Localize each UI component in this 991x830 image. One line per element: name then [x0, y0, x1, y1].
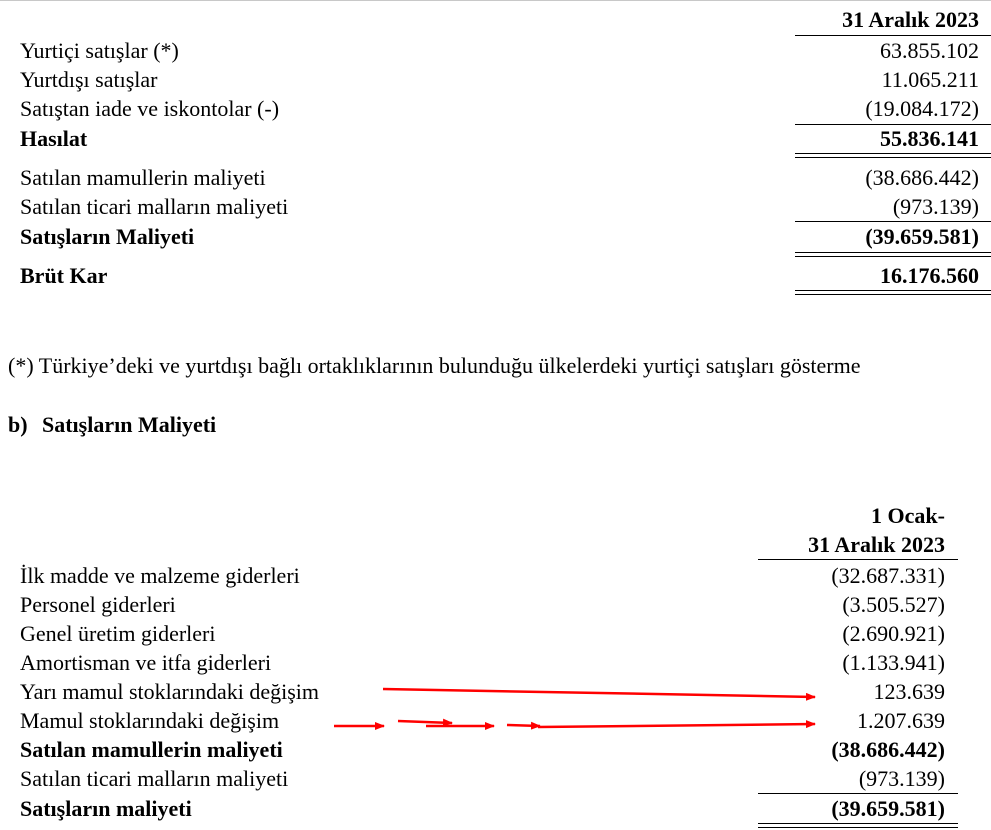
cost-table-header-line1 — [0, 501, 991, 530]
row-value: 11.065.211 — [881, 67, 979, 92]
row-value: (973.139) — [858, 766, 945, 791]
row-label: Hasılat — [20, 126, 88, 151]
table-row — [0, 706, 991, 735]
table-row-total — [0, 222, 991, 251]
row-label: Satışların maliyeti — [20, 796, 192, 821]
table-row — [0, 764, 991, 793]
table-row — [0, 561, 991, 590]
table-row-total — [0, 735, 991, 764]
cost-table-period-end: 31 Aralık 2023 — [808, 532, 945, 557]
row-label: İlk madde ve malzeme giderleri — [20, 563, 300, 588]
cost-table-period-start: 1 Ocak- — [871, 503, 945, 528]
table-row — [0, 192, 991, 221]
row-label: Amortisman ve itfa giderleri — [20, 650, 272, 675]
cost-table-header-line2 — [0, 530, 991, 559]
row-label: Yurtdışı satışlar — [20, 67, 158, 92]
divider — [758, 823, 958, 824]
table-row — [0, 619, 991, 648]
row-label: Mamul stoklarındaki değişim — [20, 708, 280, 733]
table-row-total — [0, 261, 991, 290]
row-value: (39.659.581) — [865, 224, 979, 249]
section-title: Satışların Maliyeti — [42, 412, 217, 437]
divider — [795, 153, 991, 154]
row-label: Satıştan iade ve iskontolar (-) — [20, 96, 280, 121]
section-number: b) — [8, 412, 28, 437]
table-row — [0, 677, 991, 706]
divider — [795, 290, 991, 291]
row-value: 1.207.639 — [857, 708, 945, 733]
table-row-total — [0, 124, 991, 153]
row-value: (39.659.581) — [831, 796, 945, 821]
table-row-total — [0, 794, 991, 823]
row-label: Yarı mamul stoklarındaki değişim — [20, 679, 320, 704]
row-label: Satılan mamullerin maliyeti — [20, 165, 266, 190]
row-value: (3.505.527) — [842, 592, 945, 617]
table-row — [0, 36, 991, 65]
row-label: Yurtiçi satışlar (*) — [20, 38, 179, 63]
table-row — [0, 94, 991, 123]
sales-table-header — [0, 5, 991, 34]
row-value: (973.139) — [892, 194, 979, 219]
row-label: Genel üretim giderleri — [20, 621, 216, 646]
row-value: (38.686.442) — [831, 737, 945, 762]
row-value: (32.687.331) — [831, 563, 945, 588]
row-label: Satılan mamullerin maliyeti — [20, 737, 283, 762]
row-value: 63.855.102 — [880, 38, 979, 63]
row-label: Satılan ticari malların maliyeti — [20, 194, 289, 219]
row-value: (1.133.941) — [842, 650, 945, 675]
footnote: (*) Türkiye’deki ve yurtdışı bağlı ortaklıklarının bulunduğu ülkelerdeki yurtiçi satışları gösterme — [8, 353, 861, 378]
table-row — [0, 648, 991, 677]
table-row — [0, 163, 991, 192]
divider — [795, 256, 991, 257]
divider — [758, 827, 958, 828]
row-value: 55.836.141 — [880, 126, 979, 151]
row-label: Satışların Maliyeti — [20, 224, 195, 249]
divider — [795, 157, 991, 158]
sales-table-period: 31 Aralık 2023 — [842, 7, 979, 32]
row-label: Personel giderleri — [20, 592, 176, 617]
table-row — [0, 65, 991, 94]
table-row — [0, 590, 991, 619]
divider — [795, 294, 991, 295]
row-value: 16.176.560 — [880, 263, 979, 288]
page-top-border — [0, 0, 991, 1]
row-label: Brüt Kar — [20, 263, 108, 288]
row-value: (2.690.921) — [842, 621, 945, 646]
row-value: (19.084.172) — [865, 96, 979, 121]
row-value: (38.686.442) — [865, 165, 979, 190]
row-value: 123.639 — [873, 679, 945, 704]
divider — [795, 252, 991, 253]
divider — [758, 559, 958, 560]
section-heading — [8, 412, 216, 438]
row-label: Satılan ticari malların maliyeti — [20, 766, 289, 791]
